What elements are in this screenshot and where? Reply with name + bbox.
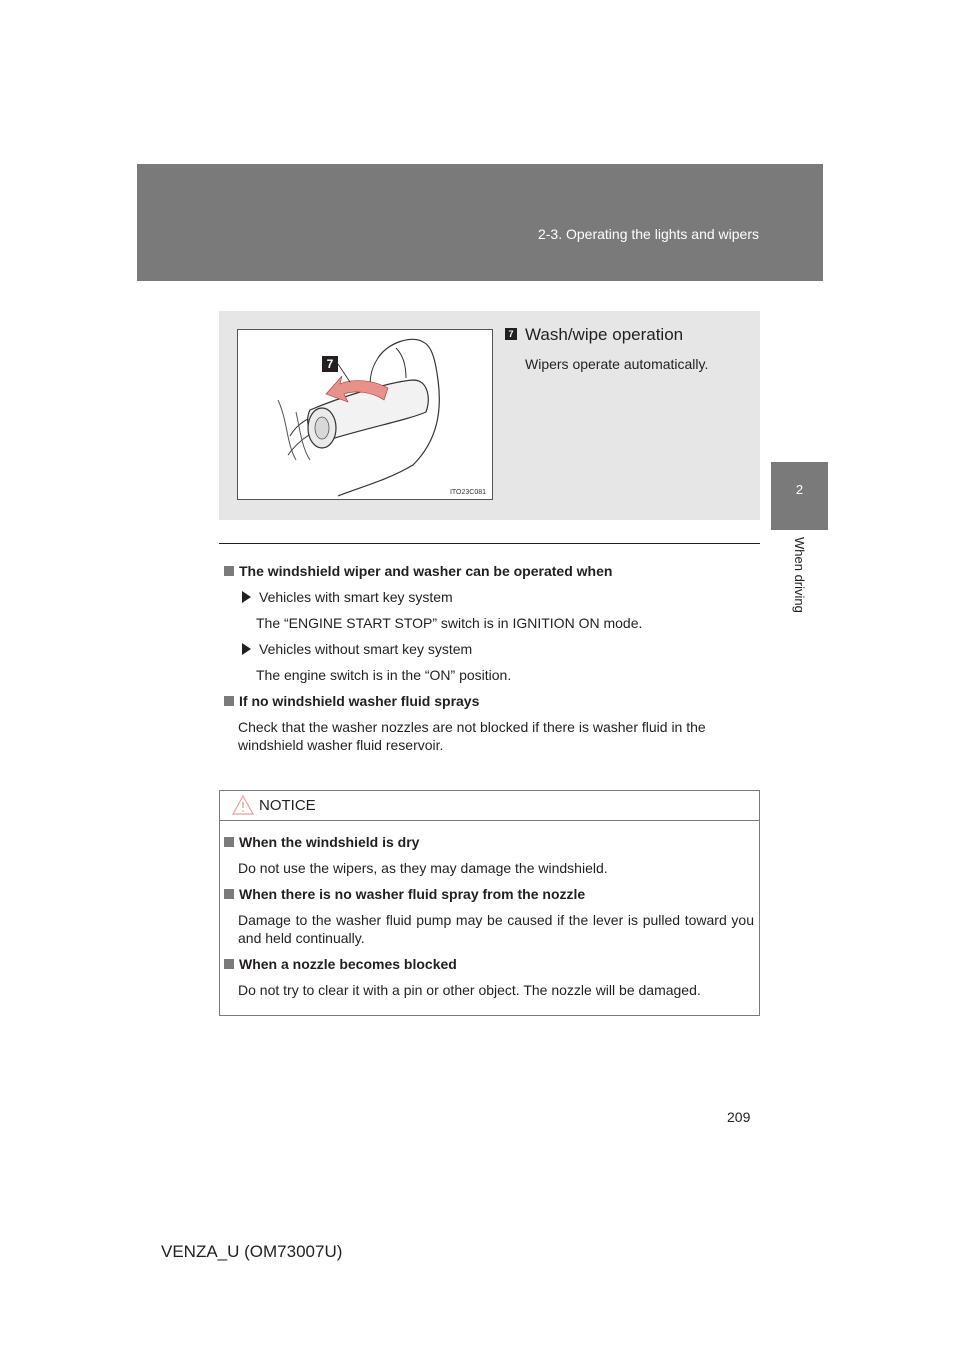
warning-triangle-icon [232, 795, 254, 815]
section-title: 2-3. Operating the lights and wipers [537, 226, 759, 242]
section-divider [219, 543, 760, 544]
list-item: Vehicles with smart key system [242, 588, 760, 606]
operation-description: Wipers operate automatically. [525, 356, 709, 372]
square-bullet-icon [224, 837, 234, 847]
callout-number-box: 7 [505, 328, 517, 340]
triangle-bullet-icon [242, 643, 251, 655]
chapter-tab [771, 462, 828, 530]
figure-code: ITO23C081 [449, 489, 486, 496]
list-item-text: The engine switch is in the “ON” position. [256, 667, 512, 683]
square-bullet-icon [224, 696, 234, 706]
hand-lever-drawing [238, 330, 492, 499]
svg-text:7: 7 [326, 357, 334, 371]
section-header [137, 164, 823, 281]
notice-header [220, 791, 759, 821]
content-body [224, 562, 760, 762]
notice-box [219, 790, 760, 1016]
square-bullet-icon [224, 566, 234, 576]
list-item-text: The “ENGINE START STOP” switch is in IGNITION ON mode. [256, 615, 643, 631]
triangle-bullet-icon [242, 591, 251, 603]
square-bullet-icon [224, 889, 234, 899]
wiper-lever-illustration [237, 329, 493, 500]
heading-operating-conditions: The windshield wiper and washer can be operated when [224, 562, 760, 580]
notice-heading: When there is no washer fluid spray from the nozzle [224, 885, 754, 903]
notice-title: NOTICE [259, 797, 316, 814]
notice-paragraph: Do not try to clear it with a pin or other object. The nozzle will be damaged. [238, 982, 701, 998]
document-code: VENZA_U (OM73007U) [161, 1242, 343, 1261]
chapter-label: When driving [792, 537, 807, 613]
notice-body [224, 833, 754, 1007]
list-item: Vehicles without smart key system [242, 640, 760, 658]
square-bullet-icon [224, 959, 234, 969]
page-number: 209 [727, 1109, 751, 1125]
notice-heading: When the windshield is dry [224, 833, 754, 851]
notice-paragraph: Do not use the wipers, as they may damage the windshield. [238, 860, 608, 876]
notice-paragraph: Damage to the washer fluid pump may be caused if the lever is pulled toward you and held continually. [238, 912, 754, 946]
chapter-number: 2 [795, 482, 804, 497]
notice-heading: When a nozzle becomes blocked [224, 955, 754, 973]
paragraph: Check that the washer nozzles are not blocked if there is washer fluid in the windshield washer fluid reservoir. [238, 719, 706, 753]
heading-no-fluid-sprays: If no windshield washer fluid sprays [224, 692, 760, 710]
illustration-panel [219, 311, 760, 520]
operation-title: Wash/wipe operation [525, 325, 684, 344]
